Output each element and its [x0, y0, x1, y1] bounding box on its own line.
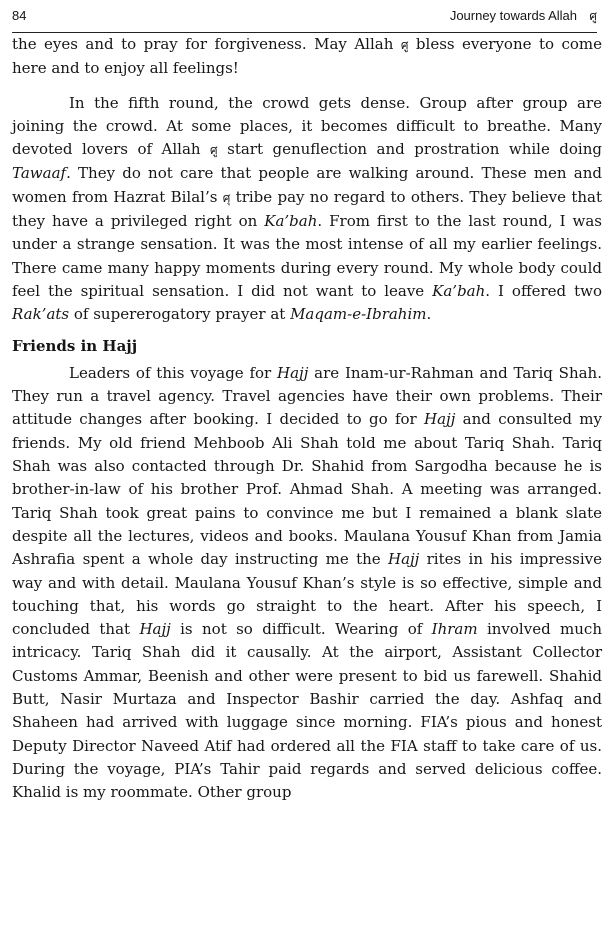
paragraph-fifth-round: In the fifth round, the crowd gets dense. Group after group are joining the crowd. At some places, it becomes difficult to breathe. Many devoted lovers of Allah ศู start genuflection and prostration while doing Tawaaf. They do not care that people are walking around. These men and women from Hazrat Bilal’s ศุ tribe pay no regard to others. They believe that they have a privileged right on Ka’bah. From first to the last round, I was under a strange sensation. It was the most intense of all my earlier feelings. There came many happy moments during every round. My whole body could feel the spiritual sensation. I did not want to leave Ka’bah. I offered two Rak’ats of supererogatory prayer at Maqam-e-Ibrahim. — [12, 93, 602, 324]
body-text — [12, 33, 602, 805]
honorific-glyph-icon: ศู — [589, 9, 597, 23]
honorific-allah-icon: ศู — [210, 143, 218, 158]
paragraph-friends-in-hajj: Leaders of this voyage for Hajj are Inam-ur-Rahman and Tariq Shah. They run a travel agency. Travel agencies have their own problems. Their attitude changes after booking. I decided to go for Hajj and consulted my friends. My old friend Mehboob Ali Shah told me about Tariq Shah. Tariq Shah was also contacted through Dr. Shahid from Sargodha because he is brother-in-law of his brother Prof. Ahmad Shah. A meeting was arranged. Tariq Shah took great pains to convince me but I remained a blank slate despite all the lectures, videos and books. Maulana Yousuf Khan from Jamia Ashrafia spent a whole day instructing me the Hajj rites in his impressive way and with detail. Maulana Yousuf Khan’s style is so effective, simple and touching that, his words go straight to the heart. After his speech, I concluded that Hajj is not so difficult. Wearing of Ihram involved much intricacy. Tariq Shah did it causally. At the airport, Assistant Collector Customs Ammar, Beenish and other were present to bid us farewell. Shahid Butt, Nasir Murtaza and Inspector Bashir carried the day. Ashfaq and Shaheen had arrived with luggage since morning. FIA’s pious and honest Deputy Director Naveed Atif had ordered all the FIA staff to take care of us. During the voyage, PIA’s Tahir paid regards and served delicious coffee. Khalid is my roommate. Other group — [12, 363, 602, 802]
page-number: 84 — [12, 8, 27, 23]
paragraph-continued: the eyes and to pray for forgiveness. May Allah ศู bless everyone to come here and to enjoy all feelings! — [12, 35, 603, 78]
honorific-prophet-icon: ศุ — [222, 190, 231, 205]
section-heading: Friends in Hajj — [12, 336, 138, 355]
honorific-allah-icon: ศู — [400, 38, 409, 52]
running-title: Journey towards Allah — [449, 8, 577, 23]
running-header — [12, 4, 597, 33]
